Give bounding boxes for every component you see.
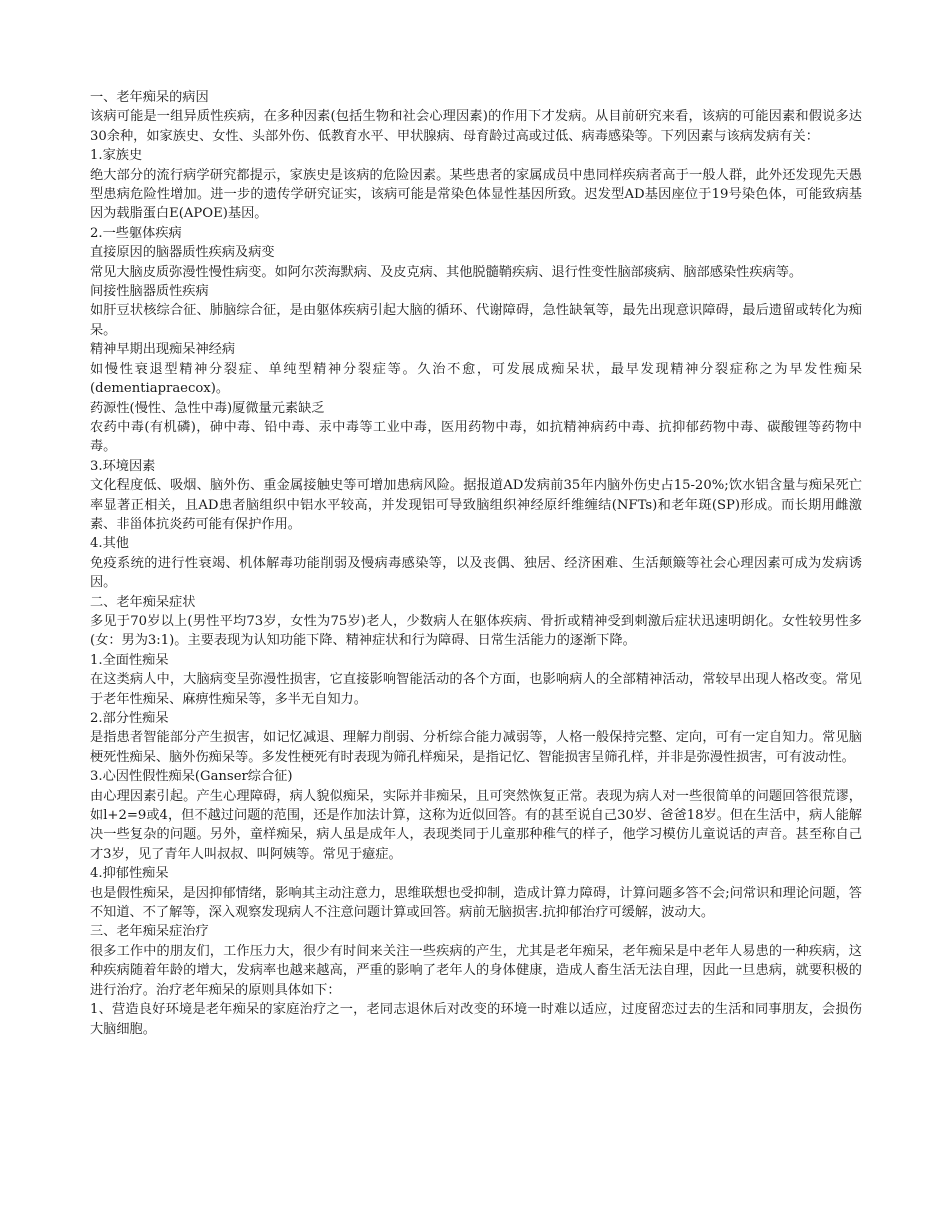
subheading-family-history: 1.家族史 xyxy=(90,148,143,164)
subheading-physical-diseases: 2.一些躯体疾病 xyxy=(90,225,182,241)
section-heading-treatment: 三、老年痴呆症治疗 xyxy=(90,924,209,940)
subheading-early-psychosis: 精神早期出现痴呆神经病 xyxy=(90,342,236,358)
paragraph-partial-dementia: 是指患者智能部分产生损害，如记忆减退、理解力削弱、分析综合能力减弱等，人格一般保持完整、定向，可有一定自知力。常见脑梗死性痴呆、脑外伤痴呆等。多发性梗死有时表现为筛孔样痴呆，是指记忆、智能损害呈筛孔样，并非是弥漫性损害，可有波动性。 xyxy=(90,730,862,765)
paragraph-other: 免疫系统的进行性衰竭、机体解毒功能削弱及慢病毒感染等，以及丧偶、独居、经济困难、生活颠簸等社会心理因素可成为发病诱因。 xyxy=(90,555,862,591)
paragraph-pseudo-dementia: 由心理因素引起。产生心理障碍，病人貌似痴呆，实际并非痴呆，且可突然恢复正常。表现为病人对一些很简单的问题回答很荒谬，如l+2=9或4，但不越过问题的范围，还是作加法计算，这称为近似回答。有的甚至说自己30岁、爸爸18岁。但在生活中，病人能解决一些复杂的问题。另外，童样痴呆，病人虽是成年人，表现类同于儿童那种稚气的样子，他学习模仿儿童说话的声音。甚至称自己才3岁，见了青年人叫叔叔、叫阿姨等。常见于癔症。 xyxy=(90,788,862,862)
paragraph-direct-organic: 常见大脑皮质弥漫性慢性病变。如阿尔茨海默病、及皮克病、其他脱髓鞘疾病、退行性变性脑部痰病、脑部感染性疾病等。 xyxy=(90,264,803,280)
subheading-partial-dementia: 2.部分性痴呆 xyxy=(90,711,169,726)
paragraph-depressive-dementia: 也是假性痴呆，是因抑郁情绪，影响其主动注意力，思维联想也受抑制，造成计算力障碍，计算问题多答不会;问常识和理论问题，答不知道、不了解等，深入观察发现病人不注意问题计算或回答。病前无脑损害.抗抑郁治疗可缓解，波动大。 xyxy=(90,885,862,921)
subheading-depressive-dementia: 4.抑郁性痴呆 xyxy=(90,866,169,882)
paragraph-early-psychosis: 如慢性衰退型精神分裂症、单纯型精神分裂症等。久治不愈，可发展成痴呆状，最早发现精神分裂症称之为早发性痴呆(dementiapraecox)。 xyxy=(90,361,862,397)
paragraph-causes-intro: 该病可能是一组异质性疾病，在多种因素(包括生物和社会心理因素)的作用下才发病。从目前研究来看，该病的可能因素和假说多达30余种，如家族史、女性、头部外伤、低教育水平、甲状腺病、母育龄过高或过低、病毒感染等。下列因素与该病发病有关： xyxy=(90,109,862,144)
subheading-global-dementia: 1.全面性痴呆 xyxy=(90,652,169,668)
paragraph-environment: 文化程度低、吸烟、脑外伤、重金属接触史等可增加患病风险。据报道AD发病前35年内脑外伤史占15-20%;饮水铝含量与痴呆死亡率显著正相关，且AD患者脑组织中铝水平较高，并发现铝可导致脑组织神经原纤维缠结(NFTs)和老年斑(SP)形成。而长期用雌激素、非甾体抗炎药可能有保护作用。 xyxy=(90,478,862,532)
subheading-other: 4.其他 xyxy=(90,536,129,552)
subheading-indirect-organic: 间接性脑器质性疾病 xyxy=(90,284,209,300)
subheading-pseudo-dementia: 3.心因性假性痴呆(Ganser综合征) xyxy=(90,769,293,785)
paragraph-global-dementia: 在这类病人中，大脑病变呈弥漫性损害，它直接影响智能活动的各个方面，也影响病人的全部精神活动，常较早出现人格改变。常见于老年性痴呆、麻痹性痴呆等，多半无自知力。 xyxy=(90,672,862,707)
paragraph-treatment-intro: 很多工作中的朋友们，工作压力大，很少有时间来关注一些疾病的产生，尤其是老年痴呆，老年痴呆是中老年人易患的一种疾病，这种疾病随着年龄的增大，发病率也越来越高，严重的影响了老年人的身体健康，造成人畜生活无法自理，因此一旦患病，就要积极的进行治疗。治疗老年痴呆的原则具体如下： xyxy=(90,943,862,998)
subheading-environment: 3.环境因素 xyxy=(90,458,156,474)
paragraph-treatment-item-1: 1、营造良好环境是老年痴呆的家庭治疗之一，老同志退休后对改变的环境一时难以适应，过度留恋过去的生活和同事朋友，会损伤大脑细胞。 xyxy=(90,1002,862,1037)
section-heading-causes: 一、老年痴呆的病因 xyxy=(90,90,209,105)
section-heading-symptoms: 二、老年痴呆症状 xyxy=(90,594,196,610)
paragraph-symptoms-intro: 多见于70岁以上(男性平均73岁，女性为75岁)老人，少数病人在躯体疾病、骨折或精神受到刺激后症状迅速明朗化。女性较男性多(女：男为3:1)。主要表现为认知功能下降、精神症状和行为障碍、日常生活能力的逐渐下降。 xyxy=(90,613,862,649)
paragraph-drug-poisoning: 农药中毒(有机磷)，砷中毒、铅中毒、汞中毒等工业中毒，医用药物中毒，如抗精神病药中毒、抗抑郁药物中毒、碳酸锂等药物中毒。 xyxy=(90,419,862,455)
paragraph-family-history: 绝大部分的流行病学研究都提示，家族史是该病的危险因素。某些患者的家属成员中患同样疾病者高于一般人群，此外还发现先天愚型患病危险性增加。进一步的遗传学研究证实，该病可能是常染色体显性基因所致。迟发型AD基因座位于19号染色体，可能致病基因为载脂蛋白E(APOE)基因。 xyxy=(90,167,862,222)
paragraph-indirect-organic: 如肝豆状核综合征、肺脑综合征，是由躯体疾病引起大脑的循环、代谢障碍，急性缺氧等，最先出现意识障碍，最后遗留或转化为痴呆。 xyxy=(90,303,862,338)
subheading-drug-poisoning: 药源性(慢性、急性中毒)厦微量元素缺乏 xyxy=(90,400,325,416)
subheading-direct-organic: 直接原因的脑器质性疾病及病变 xyxy=(90,245,275,261)
